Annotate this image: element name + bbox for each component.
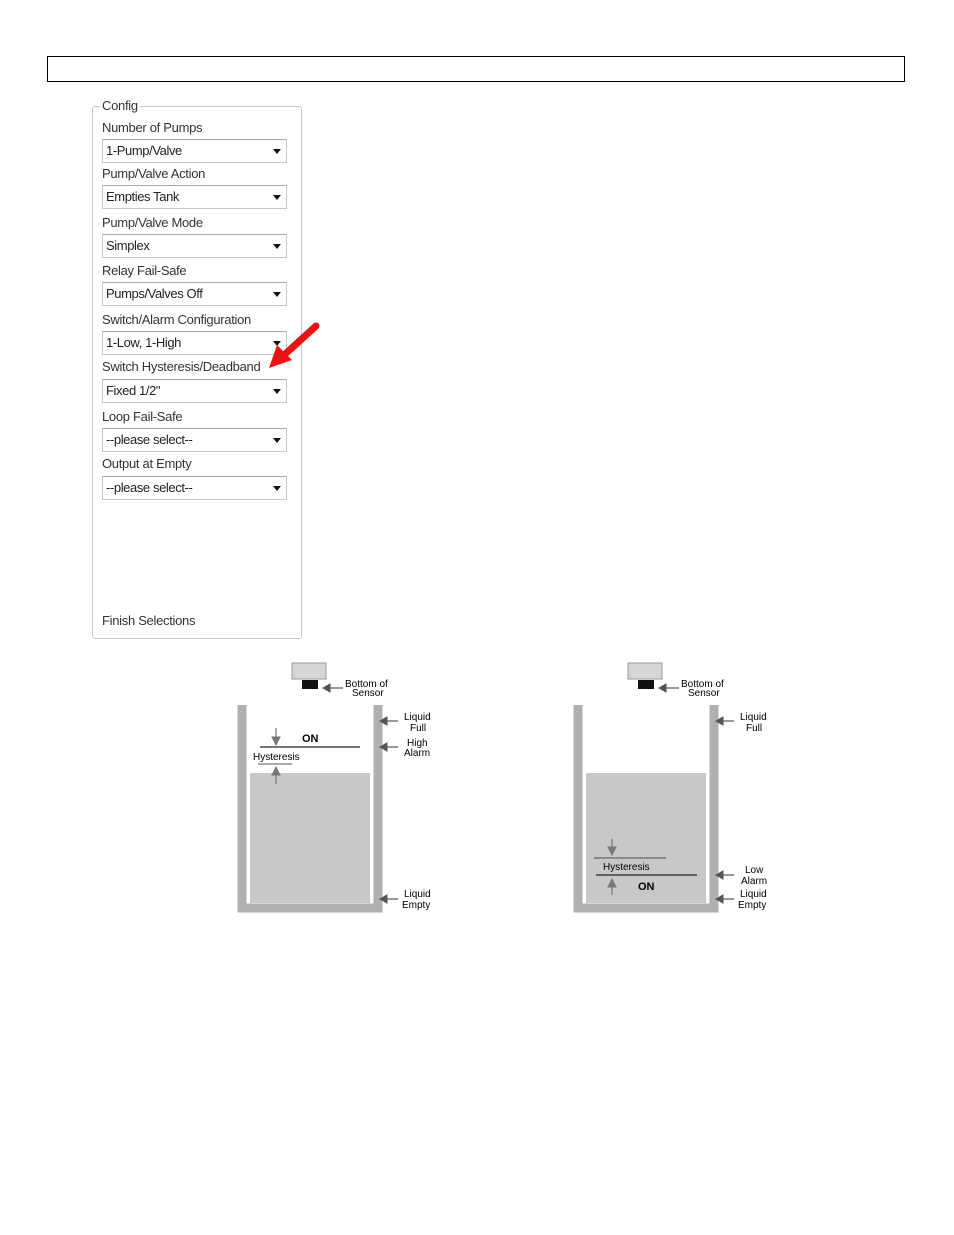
chevron-down-icon xyxy=(273,438,281,443)
config-legend: Config xyxy=(102,98,138,113)
high-alarm-diagram xyxy=(230,660,440,920)
switch-alarm-configuration-select[interactable] xyxy=(102,331,287,355)
liquid-full-label-line2: Full xyxy=(410,723,427,734)
chevron-down-icon xyxy=(273,292,281,297)
high-alarm-label-line1: High xyxy=(407,738,428,749)
sensor-face xyxy=(302,680,318,689)
liquid-full-label-line1: Liquid xyxy=(404,712,431,723)
hysteresis-label: Hysteresis xyxy=(253,752,300,763)
sensor-label-line1: Bottom of xyxy=(681,679,724,690)
chevron-down-icon xyxy=(273,149,281,154)
full-pointer-arrow-icon xyxy=(716,717,734,725)
number-of-pumps-select[interactable] xyxy=(102,139,287,163)
sensor-housing xyxy=(292,663,326,679)
chevron-down-icon xyxy=(273,195,281,200)
sensor-pointer-arrow-icon xyxy=(323,684,343,692)
finish-selections-link[interactable]: Finish Selections xyxy=(102,613,196,628)
sensor-label-line2: Sensor xyxy=(352,688,384,699)
hysteresis-label: Hysteresis xyxy=(603,862,650,873)
pump-valve-action-value: Empties Tank xyxy=(106,189,179,204)
output-at-empty-label: Output at Empty xyxy=(102,456,192,471)
empty-pointer-arrow-icon xyxy=(380,895,398,903)
sensor-housing xyxy=(628,663,662,679)
switch-hysteresis-select[interactable] xyxy=(102,379,287,403)
switch-alarm-configuration-value: 1-Low, 1-High xyxy=(106,335,182,350)
hysteresis-down-arrow-icon xyxy=(272,728,280,745)
sensor-face xyxy=(638,680,654,689)
liquid-empty-label-line2: Empty xyxy=(738,900,767,911)
chevron-down-icon xyxy=(273,486,281,491)
low-alarm-label-line1: Low xyxy=(745,865,764,876)
liquid-full-label-line2: Full xyxy=(746,723,763,734)
pump-valve-mode-label: Pump/Valve Mode xyxy=(102,215,203,230)
sensor-label-line1: Bottom of xyxy=(345,679,388,690)
pump-valve-action-select[interactable] xyxy=(102,185,287,209)
liquid-full-label-line1: Liquid xyxy=(740,712,767,723)
relay-fail-safe-label: Relay Fail-Safe xyxy=(102,263,187,278)
full-pointer-arrow-icon xyxy=(380,717,398,725)
on-label: ON xyxy=(302,733,319,745)
loop-fail-safe-select[interactable] xyxy=(102,428,287,452)
on-label: ON xyxy=(638,881,655,893)
output-at-empty-value: --please select-- xyxy=(106,480,193,495)
switch-hysteresis-label: Switch Hysteresis/Deadband xyxy=(102,359,261,374)
high-alarm-label-line2: Alarm xyxy=(404,748,431,759)
pump-valve-action-label: Pump/Valve Action xyxy=(102,166,206,181)
relay-fail-safe-value: Pumps/Valves Off xyxy=(106,286,203,301)
liquid-fill xyxy=(250,773,370,903)
red-callout-arrow-icon xyxy=(266,322,322,372)
loop-fail-safe-value: --please select-- xyxy=(106,432,193,447)
sensor-label-line2: Sensor xyxy=(688,688,720,699)
switch-alarm-configuration-label: Switch/Alarm Configuration xyxy=(102,312,251,327)
sensor-pointer-arrow-icon xyxy=(659,684,679,692)
switch-hysteresis-value: Fixed 1/2" xyxy=(106,383,161,398)
high-alarm-pointer-arrow-icon xyxy=(380,743,398,751)
chevron-down-icon xyxy=(273,389,281,394)
output-at-empty-select[interactable] xyxy=(102,476,287,500)
empty-pointer-arrow-icon xyxy=(716,895,734,903)
liquid-empty-label-line1: Liquid xyxy=(740,889,767,900)
loop-fail-safe-label: Loop Fail-Safe xyxy=(102,409,183,424)
low-alarm-diagram xyxy=(566,660,776,920)
liquid-empty-label-line1: Liquid xyxy=(404,889,431,900)
pump-valve-mode-value: Simplex xyxy=(106,238,150,253)
liquid-empty-label-line2: Empty xyxy=(402,900,431,911)
number-of-pumps-value: 1-Pump/Valve xyxy=(106,143,182,158)
pump-valve-mode-select[interactable] xyxy=(102,234,287,258)
number-of-pumps-label: Number of Pumps xyxy=(102,120,203,135)
header-box xyxy=(47,56,905,82)
chevron-down-icon xyxy=(273,244,281,249)
relay-fail-safe-select[interactable] xyxy=(102,282,287,306)
low-alarm-label-line2: Alarm xyxy=(741,876,768,887)
low-alarm-pointer-arrow-icon xyxy=(716,871,734,879)
